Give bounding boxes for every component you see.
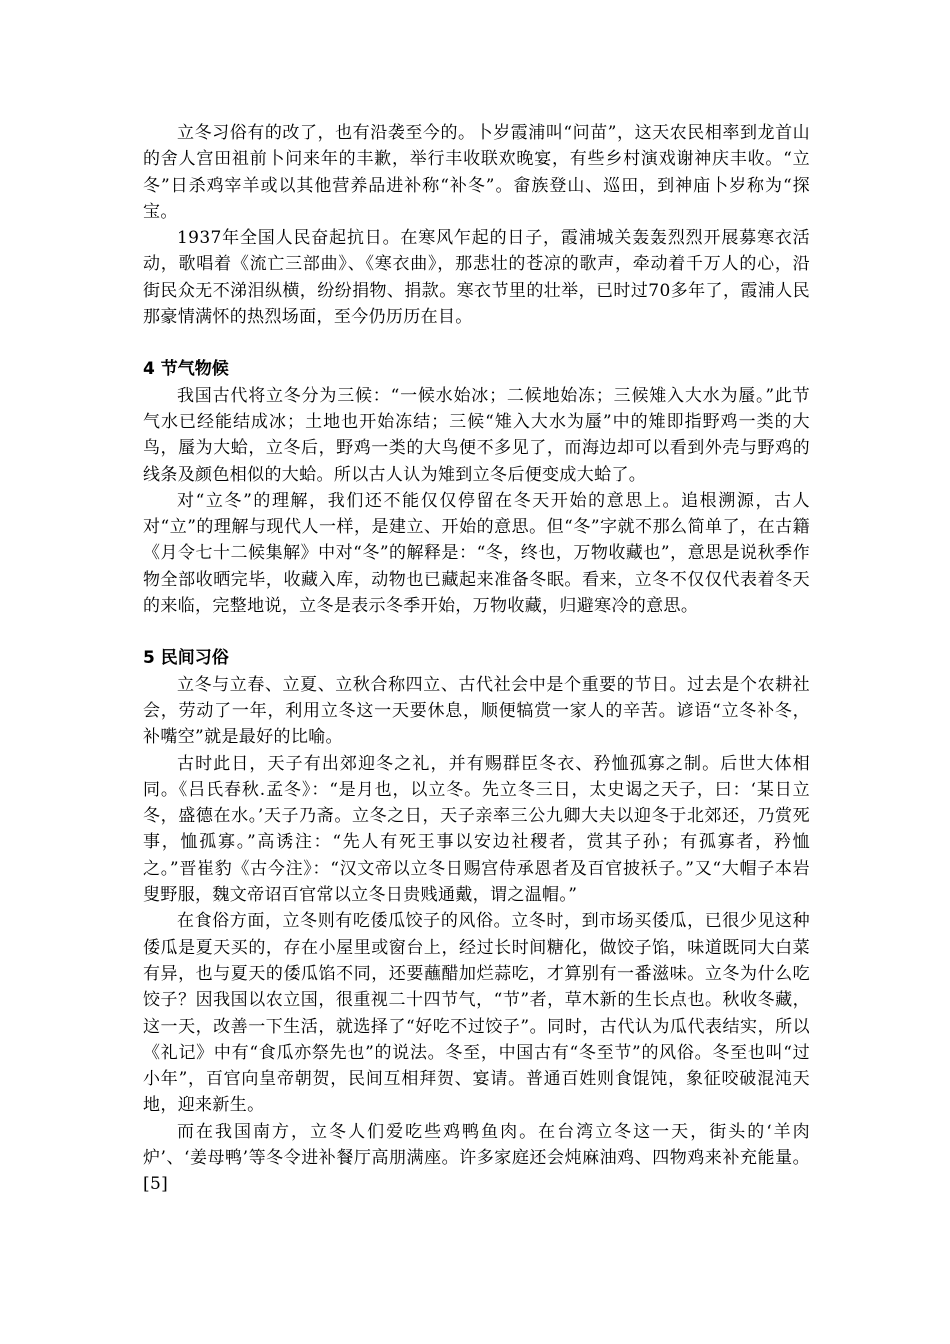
paragraph: 在食俗方面，立冬则有吃倭瓜饺子的风俗。立冬时，到市场买倭瓜，已很少见这种倭瓜是夏天买的，存在小屋里或窗台上，经过长时间糖化，做饺子馅，味道既同大白菜有异，也与夏天的倭瓜馅不同，还要蘸醋加烂蒜吃，才算别有一番滋味。立冬为什么吃饺子？因我国以农立国，很重视二十四节气，“节”者，草木新的生长点也。秋收冬藏，这一天，改善一下生活，就选择了“好吃不过饺子”。同时，古代认为瓜代表结实，所以《礼记》中有“食瓜亦祭先也”的说法。冬至，中国古有“冬至节”的风俗。冬至也叫“过小年”，百官向皇帝朝贺，民间互相拜贺、宴请。普通百姓则食馄饨，象征咬破混沌天地，迎来新生。 — [143, 911, 810, 1116]
section-phenology — [143, 356, 810, 619]
paragraph: 1937年全国人民奋起抗日。在寒风乍起的日子，霞浦城关轰轰烈烈开展募寒衣活动，歌唱着《流亡三部曲》、《寒衣曲》，那悲壮的苍凉的歌声，牵动着千万人的心，沿街民众无不涕泪纵横，纷纷捐物、捐款。寒衣节里的壮举，已时过70多年了，霞浦人民那豪情满怀的热烈场面，至今仍历历在目。 — [143, 228, 810, 328]
paragraph: 对“立冬”的理解，我们还不能仅仅停留在冬天开始的意思上。追根溯源，古人对“立”的理解与现代人一样，是建立、开始的意思。但“冬”字就不那么简单了，在古籍《月令七十二候集解》中对“冬”的解释是：“冬，终也，万物收藏也”，意思是说秋季作物全部收晒完毕，收藏入库，动物也已藏起来准备冬眠。看来，立冬不仅仅代表着冬天的来临，完整地说，立冬是表示冬季开始，万物收藏，归避寒冷的意思。 — [143, 490, 810, 617]
paragraph: 而在我国南方，立冬人们爱吃些鸡鸭鱼肉。在台湾立冬这一天，街头的‘羊肉炉’、‘姜母鸭’等冬令进补餐厅高朋满座。许多家庭还会炖麻油鸡、四物鸡来补充能量。[5] — [143, 1121, 810, 1195]
spacer — [143, 330, 810, 356]
section-heading: 4 节气物候 — [143, 359, 229, 380]
section-customs-intro — [143, 120, 810, 330]
section-heading: 5 民间习俗 — [143, 648, 229, 669]
paragraph: 立冬习俗有的改了，也有沿袭至今的。卜岁霞浦叫“问苗”，这天农民相率到龙首山的舍人宫田祖前卜问来年的丰歉，举行丰收联欢晚宴，有些乡村演戏谢神庆丰收。“立冬”日杀鸡宰羊或以其他营养品进补称“补冬”。畲族登山、巡田，到神庙卜岁称为“探宝。 — [143, 123, 810, 222]
paragraph: 立冬与立春、立夏、立秋合称四立、古代社会中是个重要的节日。过去是个农耕社会，劳动了一年，利用立冬这一天要休息，顺便犒赏一家人的辛苦。谚语“立冬补冬，补嘴空”就是最好的比喻。 — [143, 674, 810, 748]
section-folk-customs — [143, 645, 810, 1197]
paragraph: 古时此日，天子有出郊迎冬之礼，并有赐群臣冬衣、矜恤孤寡之制。后世大体相同。《吕氏春秋.孟冬》：“是月也，以立冬。先立冬三日，太史谒之天子，曰：‘某日立冬，盛德在水。’天子乃斋。立冬之日，天子亲率三公九卿大夫以迎冬于北郊还，乃赏死事，恤孤寡。”高诱注：“先人有死王事以安边社稷者，赏其子孙；有孤寡者，矜恤之。”晋崔豹《古今注》：“汉文帝以立冬日赐宫侍承恩者及百官披袄子。”又“大帽子本岩叟野服，魏文帝诏百官常以立冬日贵贱通戴，谓之温帽。” — [143, 753, 810, 906]
document-page — [143, 120, 810, 1198]
paragraph: 我国古代将立冬分为三候：“一候水始冰；二候地始冻；三候雉入大水为蜃。”此节气水已经能结成冰；土地也开始冻结；三候“雉入大水为蜃”中的雉即指野鸡一类的大鸟，蜃为大蛤，立冬后，野鸡一类的大鸟便不多见了，而海边却可以看到外壳与野鸡的线条及颜色相似的大蛤。所以古人认为雉到立冬后便变成大蛤了。 — [143, 385, 810, 485]
spacer — [143, 619, 810, 645]
